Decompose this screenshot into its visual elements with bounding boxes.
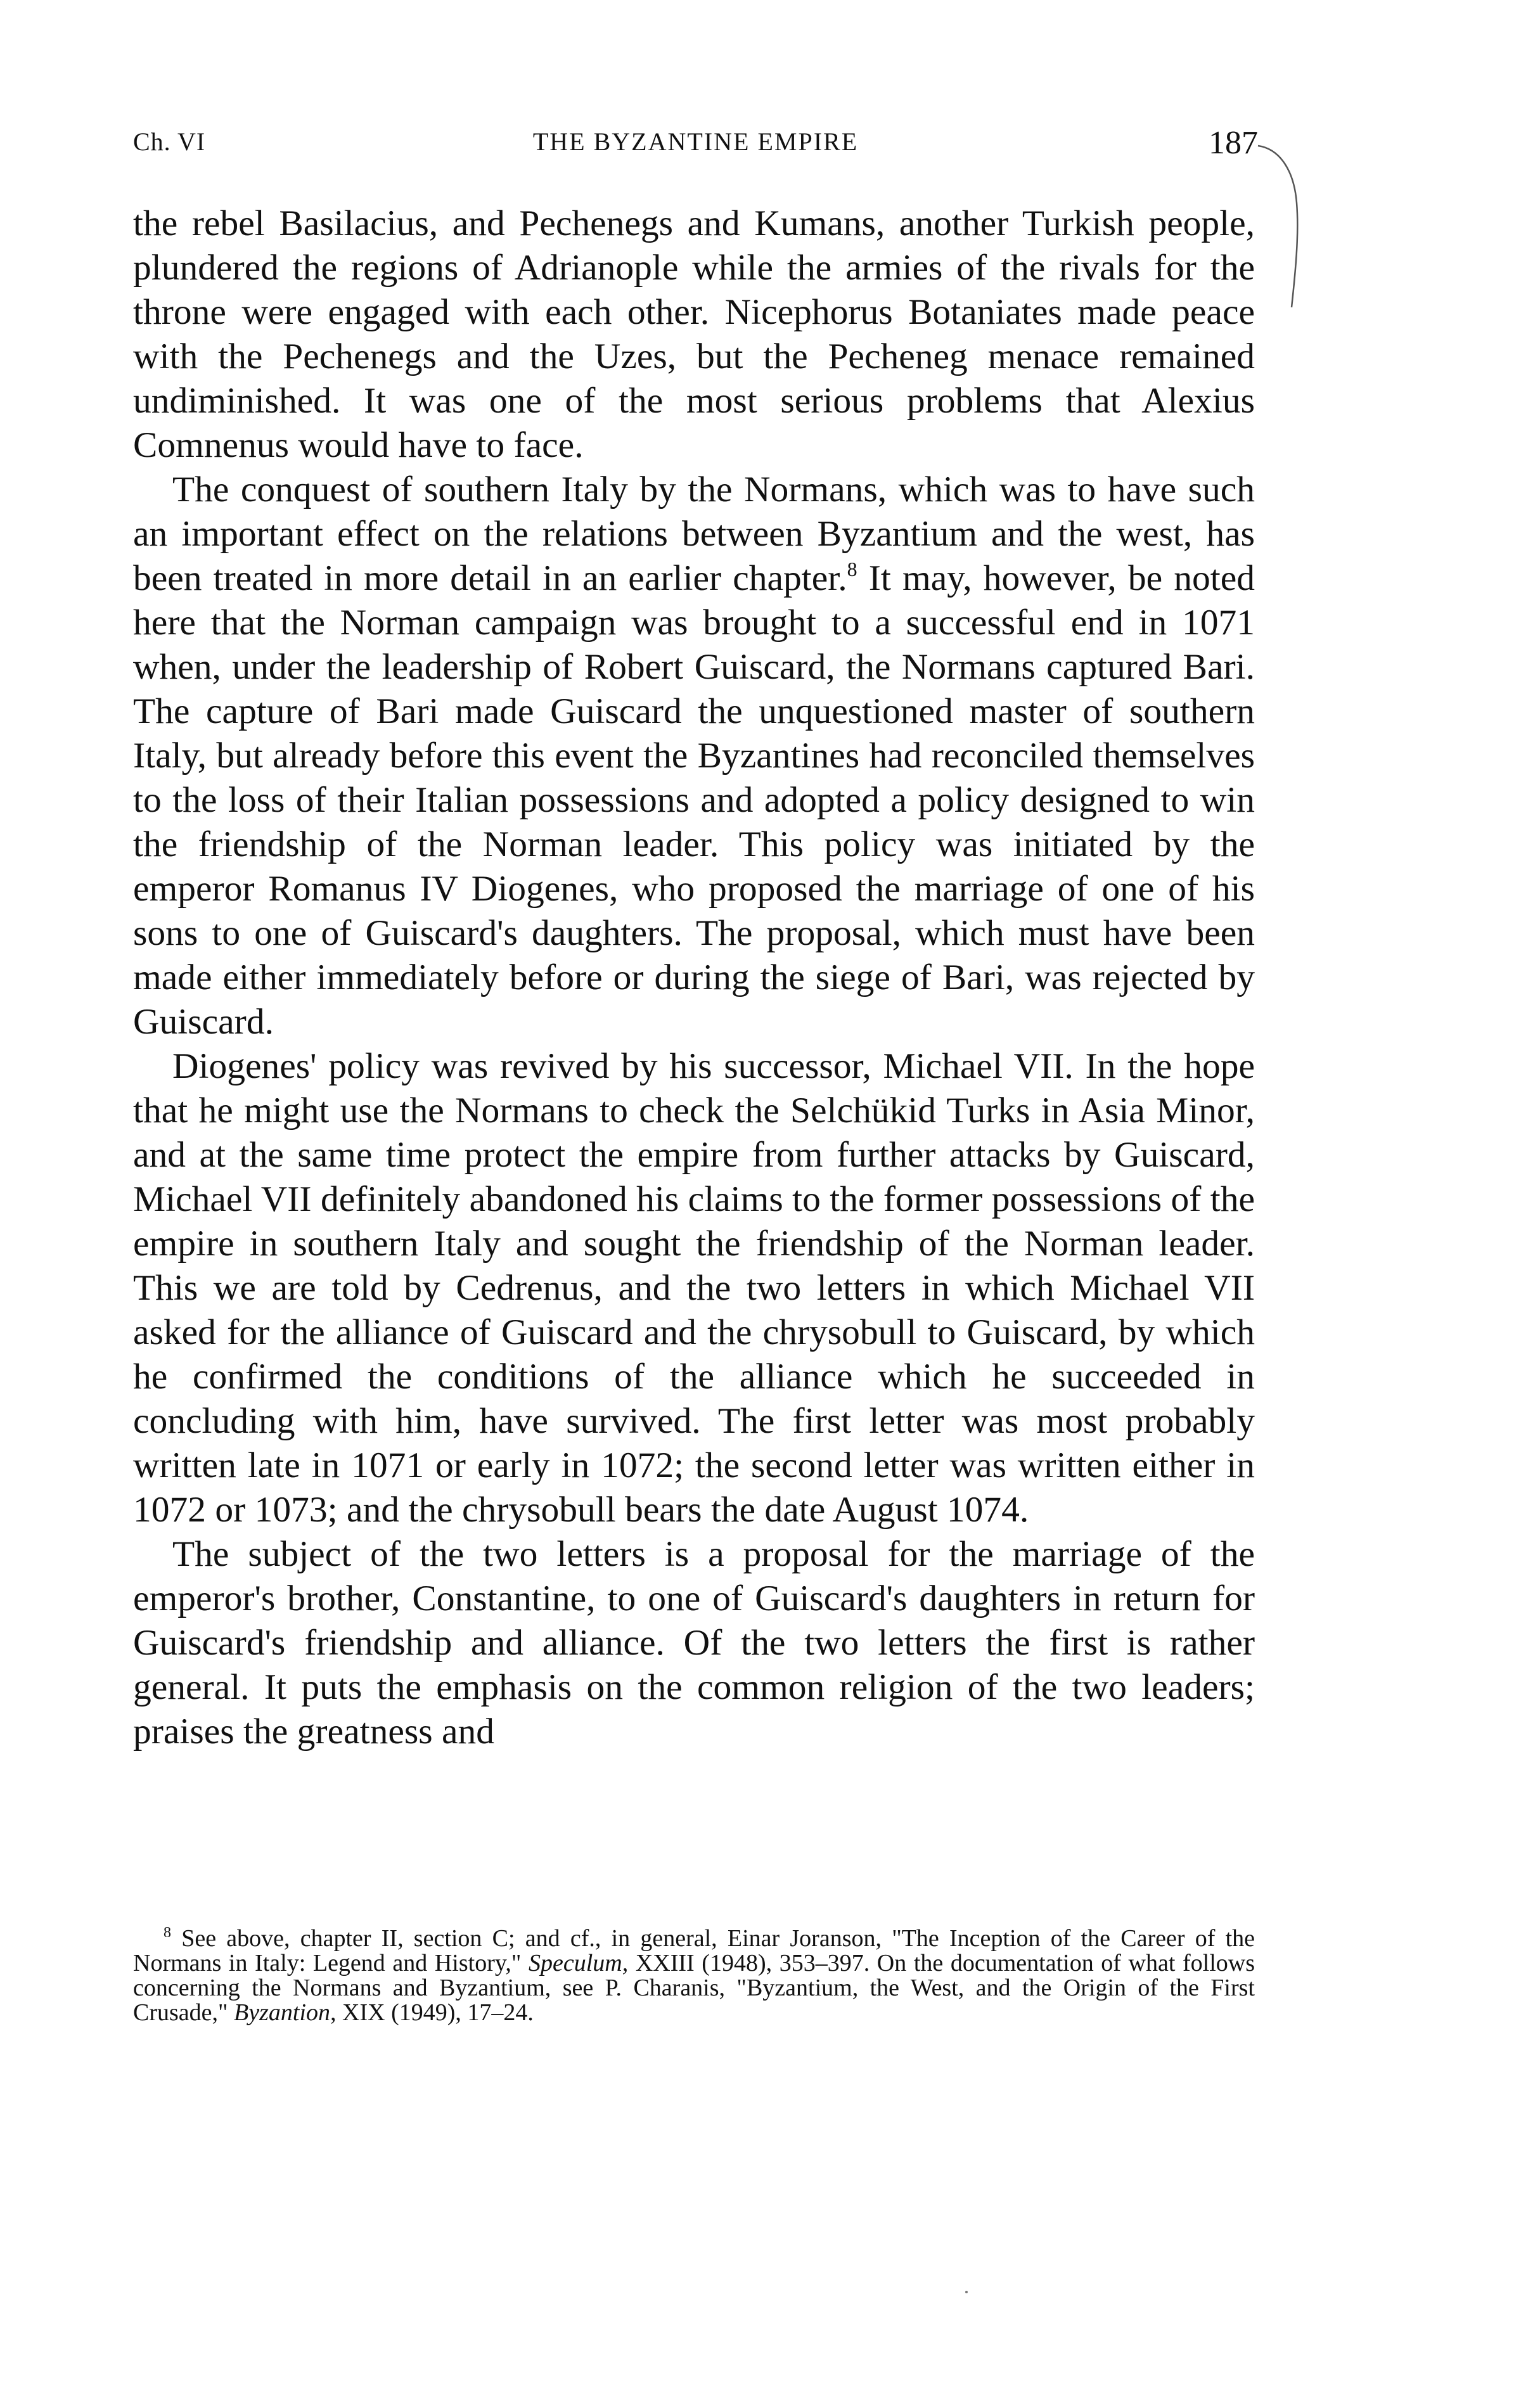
paragraph-text: The conquest of southern Italy by the Normans, which was to have such an important effect on the relations between Byzantium and the west, has been treated in more detail in an earlier chapter. xyxy=(133,470,1255,598)
journal-title: Byzantion, xyxy=(234,1999,337,2026)
footnote-text: XIX (1949), 17–24. xyxy=(336,1999,534,2026)
paragraph: Diogenes' policy was revived by his successor, Michael VII. In the hope that he might use the Normans to check the Selchükid Turks in Asia Minor, and at the same time protect the empire from further attacks by Guiscard, Michael VII definitely abandoned his claims to the former possessions of the empire in southern Italy and sought the friendship of the Norman leader. This we are told by Cedrenus, and the two letters in which Michael VII asked for the alliance of Guiscard and the chrysobull to Guiscard, by which he confirmed the conditions of the alliance which he succeeded in concluding with him, have survived. The first letter was most probably written late in 1071 or early in 1072; the second letter was written either in 1072 or 1073; and the chrysobull bears the date August 1074. xyxy=(133,1046,1255,1530)
running-head xyxy=(133,127,1258,165)
journal-title: Speculum, xyxy=(529,1950,629,1976)
ink-speck xyxy=(965,2291,968,2293)
paragraph-text: It may, however, be noted here that the Norman campaign was brought to a successful end in 1071 when, under the leadership of Robert Guiscard, the Normans captured Bari. The capture of Bari made Guiscard the unquestioned master of southern Italy, but already before this event the Byzantines had reconciled themselves to the loss of their Italian possessions and adopted a policy designed to win the friendship of the Norman leader. This policy was initiated by the emperor Romanus IV Diogenes, who proposed the marriage of one of his sons to one of Guiscard's daughters. The proposal, which must have been made either immediately before or during the siege of Bari, was rejected by Guiscard. xyxy=(133,558,1255,1042)
paragraph: The subject of the two letters is a proposal for the marriage of the emperor's brother, Constantine, to one of Guiscard's daughters in return for Guiscard's friendship and alliance. Of the two letters the first is rather general. It puts the emphasis on the common religion of the two leaders; praises the greatness and xyxy=(133,1534,1255,1752)
footnote-text: See above, chapter II, section C; and cf., in general, Einar Joranson, "The Inception of the Career of the Normans in Italy: Legend and History," xyxy=(133,1925,1255,1976)
body-text xyxy=(133,202,1255,1754)
running-title: THE BYZANTINE EMPIRE xyxy=(532,127,859,156)
chapter-label: Ch. VI xyxy=(133,127,206,156)
paragraph xyxy=(133,468,1255,1044)
paragraph: the rebel Basilacius, and Pechenegs and Kumans, another Turkish people, plundered the regions of Adrianople while the armies of the rivals for the throne were engaged with each other. Nicephorus Botaniates made peace with the Pechenegs and the Uzes, but the Pecheneg menace remained undiminished. It was one of the most serious problems that Alexius Comnenus would have to face. xyxy=(133,203,1255,465)
footnote-reference[interactable]: 8 xyxy=(847,558,857,580)
footnote-number: 8 xyxy=(164,1924,171,1941)
footnote-text: XXIII (1948), 353–397. On the documentation of what follows concerning the Normans and Byzantium, see P. Charanis, "Byzantium, the West, and the Origin of the First Crusade," xyxy=(133,1950,1255,2026)
footnote xyxy=(133,1926,1255,2025)
page-number: 187 xyxy=(1209,125,1258,161)
footnotes xyxy=(133,1926,1255,2025)
page-edge-curve xyxy=(1255,133,1312,323)
